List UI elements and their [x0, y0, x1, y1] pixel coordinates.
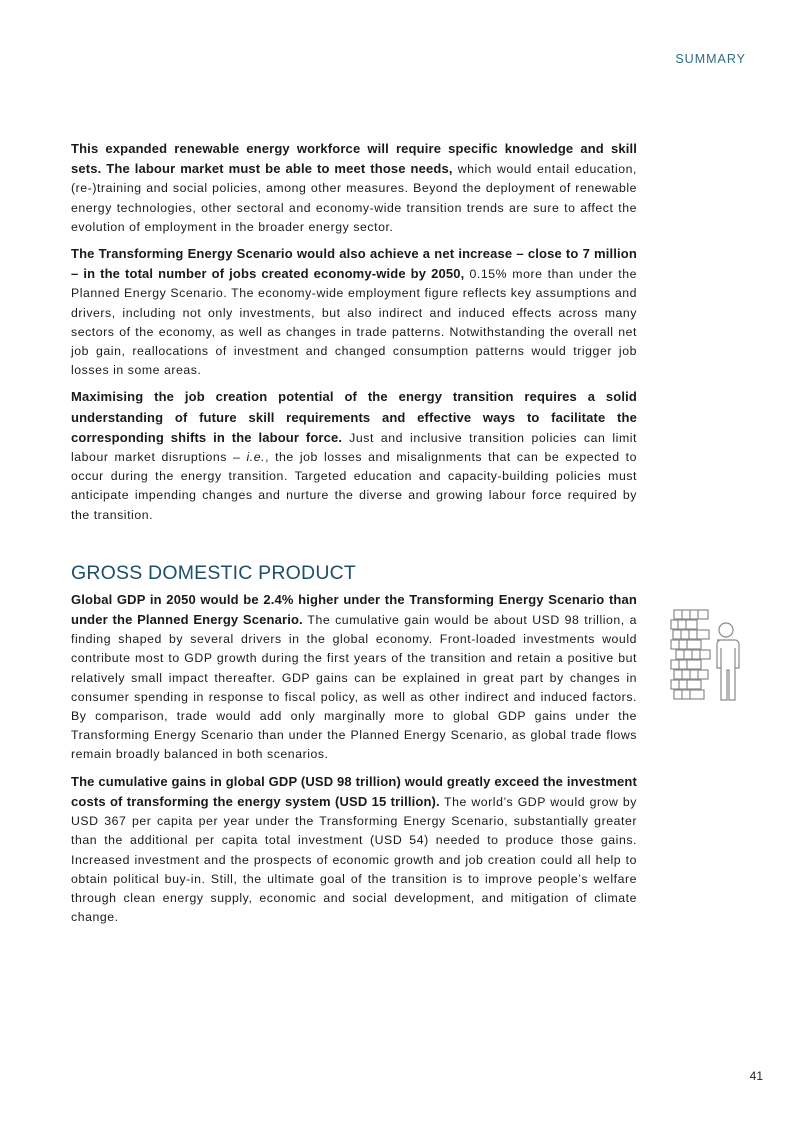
paragraph-body: which would entail education, (re-)training and social policies, among other measures. Beyond the deployment of renewable energy technologies, other sectoral and economy-wide transition trends are sure to affect the evolution of employment in the broader energy sector.	[71, 162, 637, 234]
paragraph-lead: Maximising the job creation potential of the energy transition requires a solid understanding of future skill requirements and effective ways to facilitate the corresponding shifts in the labour force.	[71, 389, 637, 445]
paragraph-italic: i.e.	[246, 450, 266, 465]
person-with-money-stacks-icon	[668, 608, 744, 702]
paragraph-body: 0.15% more than under the Planned Energy Scenario. The economy-wide employment figure reflects key assumptions and drivers, including not only investments, but also indirect and induced effects across many sectors of the economy, as well as changes in trade patterns. Notwithstanding the overall net job gain, reallocations of investment and changed consumption patterns would trigger job losses in some areas.	[71, 267, 637, 378]
paragraph-body: The cumulative gain would be about USD 98 trillion, a finding shaped by several drivers in the global economy. Front-loaded investments would contribute most to GDP growth during the first years of the transition and retain a positive but relatively small impact thereafter. GDP gains can be explained in great part by changes in consumer spending in response to fiscal policy, as well as other indirect and induced factors. By comparison, trade would add only marginally more to global GDP gains under the Transforming Energy Scenario than under the Planned Energy Scenario, as global trade flows remain broadly balanced in both scenarios.	[71, 613, 637, 762]
paragraph-body: , the job losses and misalignments that can be expected to occur during the energy transition. Targeted education and capacity-building policies must anticipate impending changes and nurture the diverse and growing labour force required by the transition.	[71, 450, 637, 522]
paragraph-lead: The cumulative gains in global GDP (USD 98 trillion) would greatly exceed the investment costs of transforming the energy system (USD 15 trillion).	[71, 773, 637, 809]
paragraph-body: The world’s GDP would grow by USD 367 per capita per year under the Transforming Energy Scenario, substantially greater than the additional per capita total investment (USD 54) needed to produce those gains. Increased investment and the prospects of economic growth and job creation could all help to obtain political buy-in. Still, the ultimate goal of the transition is to improve people’s welfare through clean energy supply, economic and social development, and mitigation of climate change.	[71, 794, 637, 925]
page-number: 41	[749, 1069, 763, 1083]
main-content	[71, 139, 637, 934]
paragraph-job-creation-potential	[71, 387, 637, 524]
paragraph-lead: Global GDP in 2050 would be 2.4% higher under the Transforming Energy Scenario than under the Planned Energy Scenario.	[71, 591, 637, 628]
paragraph-lead: This expanded renewable energy workforce will require specific knowledge and skill sets. The labour market must be able to meet those needs,	[71, 141, 637, 177]
paragraph-net-jobs	[71, 244, 637, 380]
paragraph-lead: The Transforming Energy Scenario would also achieve a net increase – close to 7 million – in the total number of jobs created economy-wide by 2050,	[71, 246, 637, 282]
paragraph-body: Just and inclusive transition policies can limit labour market disruptions –	[71, 430, 637, 465]
paragraph-workforce-skills	[71, 139, 637, 237]
section-heading-gdp: GROSS DOMESTIC PRODUCT	[71, 561, 356, 584]
running-header-section: SUMMARY	[675, 52, 746, 66]
paragraph-gdp-gains-exceed-costs	[71, 772, 637, 928]
paragraph-gdp-higher	[71, 590, 637, 765]
